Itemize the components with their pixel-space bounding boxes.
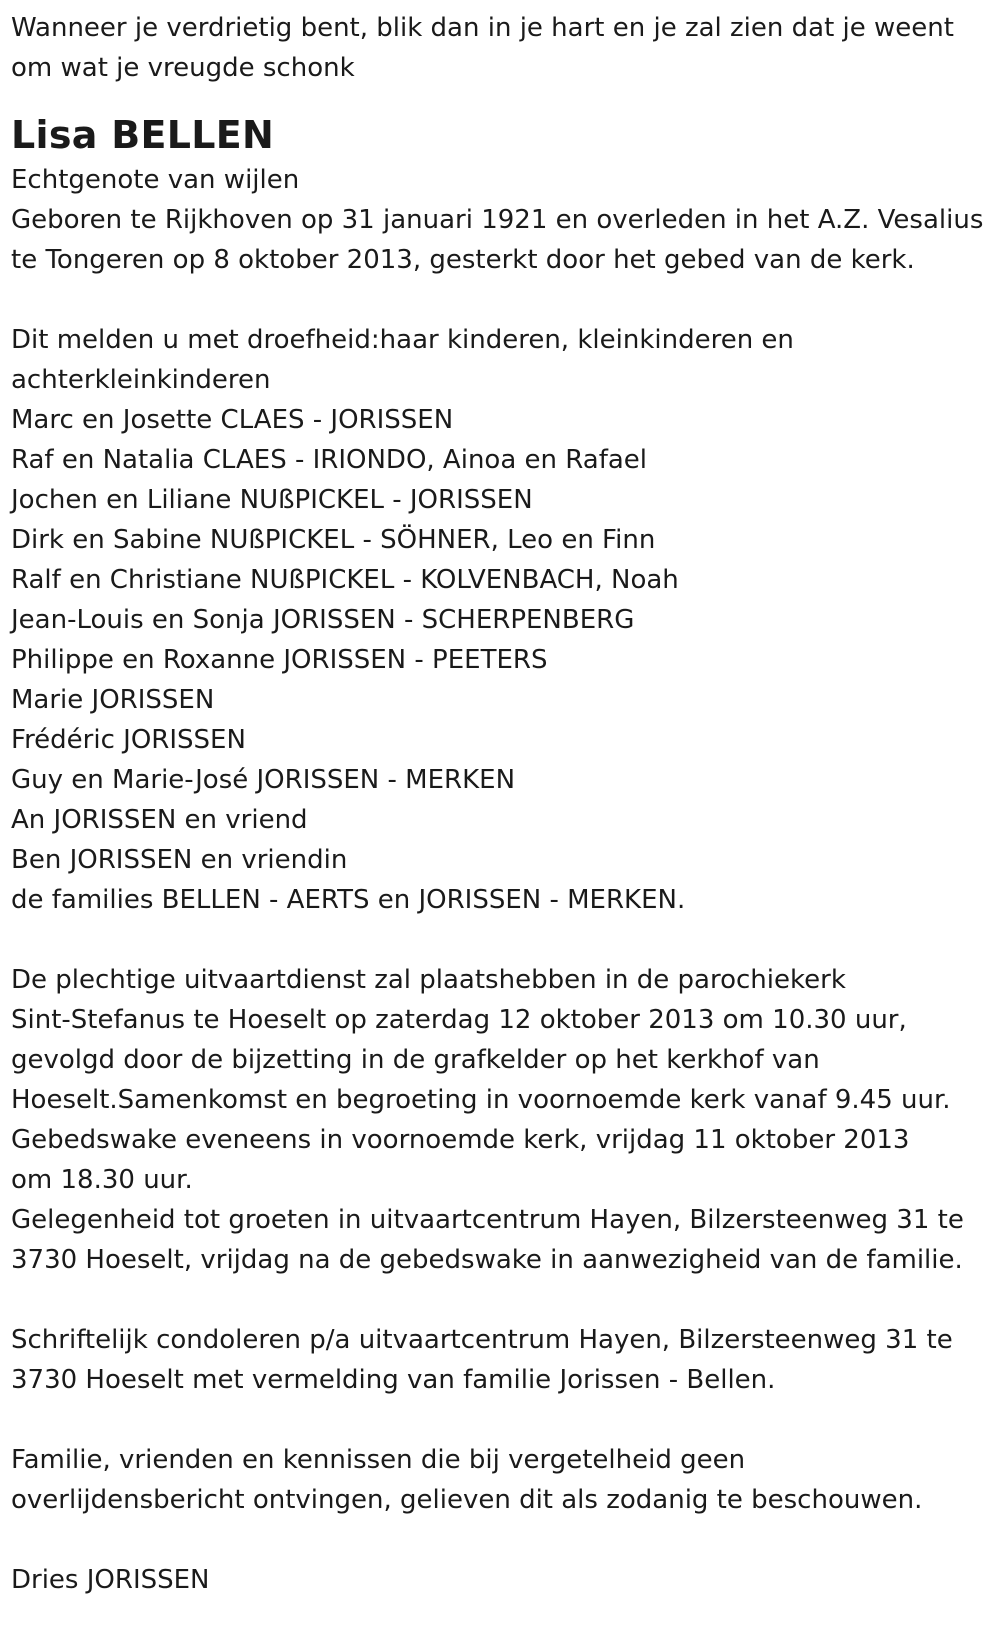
family-line: achterkleinkinderen (11, 365, 271, 395)
service-line: Gelegenheid tot groeten in uitvaartcentrum Hayen, Bilzersteenweg 31 te (11, 1205, 964, 1235)
family-line: Ralf en Christiane NUßPICKEL - KOLVENBACH, Noah (11, 565, 679, 595)
service-line: De plechtige uitvaartdienst zal plaatshebben in de parochiekerk (11, 965, 846, 995)
family-line: Philippe en Roxanne JORISSEN - PEETERS (11, 645, 548, 675)
condolences-line: 3730 Hoeselt met vermelding van familie Jorissen - Bellen. (11, 1365, 776, 1395)
signature-section (11, 1560, 996, 1600)
service-section (11, 960, 996, 1280)
notice-line: overlijdensbericht ontvingen, gelieven dit als zodanig te beschouwen. (11, 1485, 923, 1515)
service-line: Gebedswake eveneens in voornoemde kerk, vrijdag 11 oktober 2013 (11, 1125, 910, 1155)
obituary-document (11, 8, 996, 1600)
family-line: de families BELLEN - AERTS en JORISSEN - MERKEN. (11, 885, 686, 915)
signature-line: Dries JORISSEN (11, 1565, 210, 1595)
service-line: Hoeselt.Samenkomst en begroeting in voornoemde kerk vanaf 9.45 uur. (11, 1085, 951, 1115)
condolences-section (11, 1320, 996, 1400)
family-line: Jochen en Liliane NUßPICKEL - JORISSEN (11, 485, 533, 515)
family-section (11, 320, 996, 920)
family-line: Raf en Natalia CLAES - IRIONDO, Ainoa en Rafael (11, 445, 647, 475)
deceased-line: Geboren te Rijkhoven op 31 januari 1921 en overleden in het A.Z. Vesalius (11, 205, 984, 235)
deceased-line: Echtgenote van wijlen (11, 165, 300, 195)
family-line: Marc en Josette CLAES - JORISSEN (11, 405, 454, 435)
service-line: om 18.30 uur. (11, 1165, 193, 1195)
quote-line: om wat je vreugde schonk (11, 53, 355, 83)
quote-line: Wanneer je verdrietig bent, blik dan in je hart en je zal zien dat je weent (11, 13, 954, 43)
condolences-line: Schriftelijk condoleren p/a uitvaartcentrum Hayen, Bilzersteenweg 31 te (11, 1325, 953, 1355)
service-line: Sint-Stefanus te Hoeselt op zaterdag 12 oktober 2013 om 10.30 uur, (11, 1005, 907, 1035)
family-line: Dit melden u met droefheid:haar kinderen, kleinkinderen en (11, 325, 794, 355)
quote-section (11, 8, 996, 88)
family-line: An JORISSEN en vriend (11, 805, 308, 835)
family-line: Ben JORISSEN en vriendin (11, 845, 348, 875)
service-line: gevolgd door de bijzetting in de grafkelder op het kerkhof van (11, 1045, 820, 1075)
deceased-line: te Tongeren op 8 oktober 2013, gesterkt door het gebed van de kerk. (11, 245, 915, 275)
notice-section (11, 1440, 996, 1520)
family-line: Frédéric JORISSEN (11, 725, 246, 755)
family-line: Jean-Louis en Sonja JORISSEN - SCHERPENBERG (11, 605, 635, 635)
deceased-section (11, 110, 996, 280)
deceased-name: Lisa BELLEN (11, 113, 275, 157)
family-line: Marie JORISSEN (11, 685, 215, 715)
family-line: Guy en Marie-José JORISSEN - MERKEN (11, 765, 516, 795)
family-line: Dirk en Sabine NUßPICKEL - SÖHNER, Leo en Finn (11, 525, 656, 555)
service-line: 3730 Hoeselt, vrijdag na de gebedswake in aanwezigheid van de familie. (11, 1245, 963, 1275)
notice-line: Familie, vrienden en kennissen die bij vergetelheid geen (11, 1445, 746, 1475)
